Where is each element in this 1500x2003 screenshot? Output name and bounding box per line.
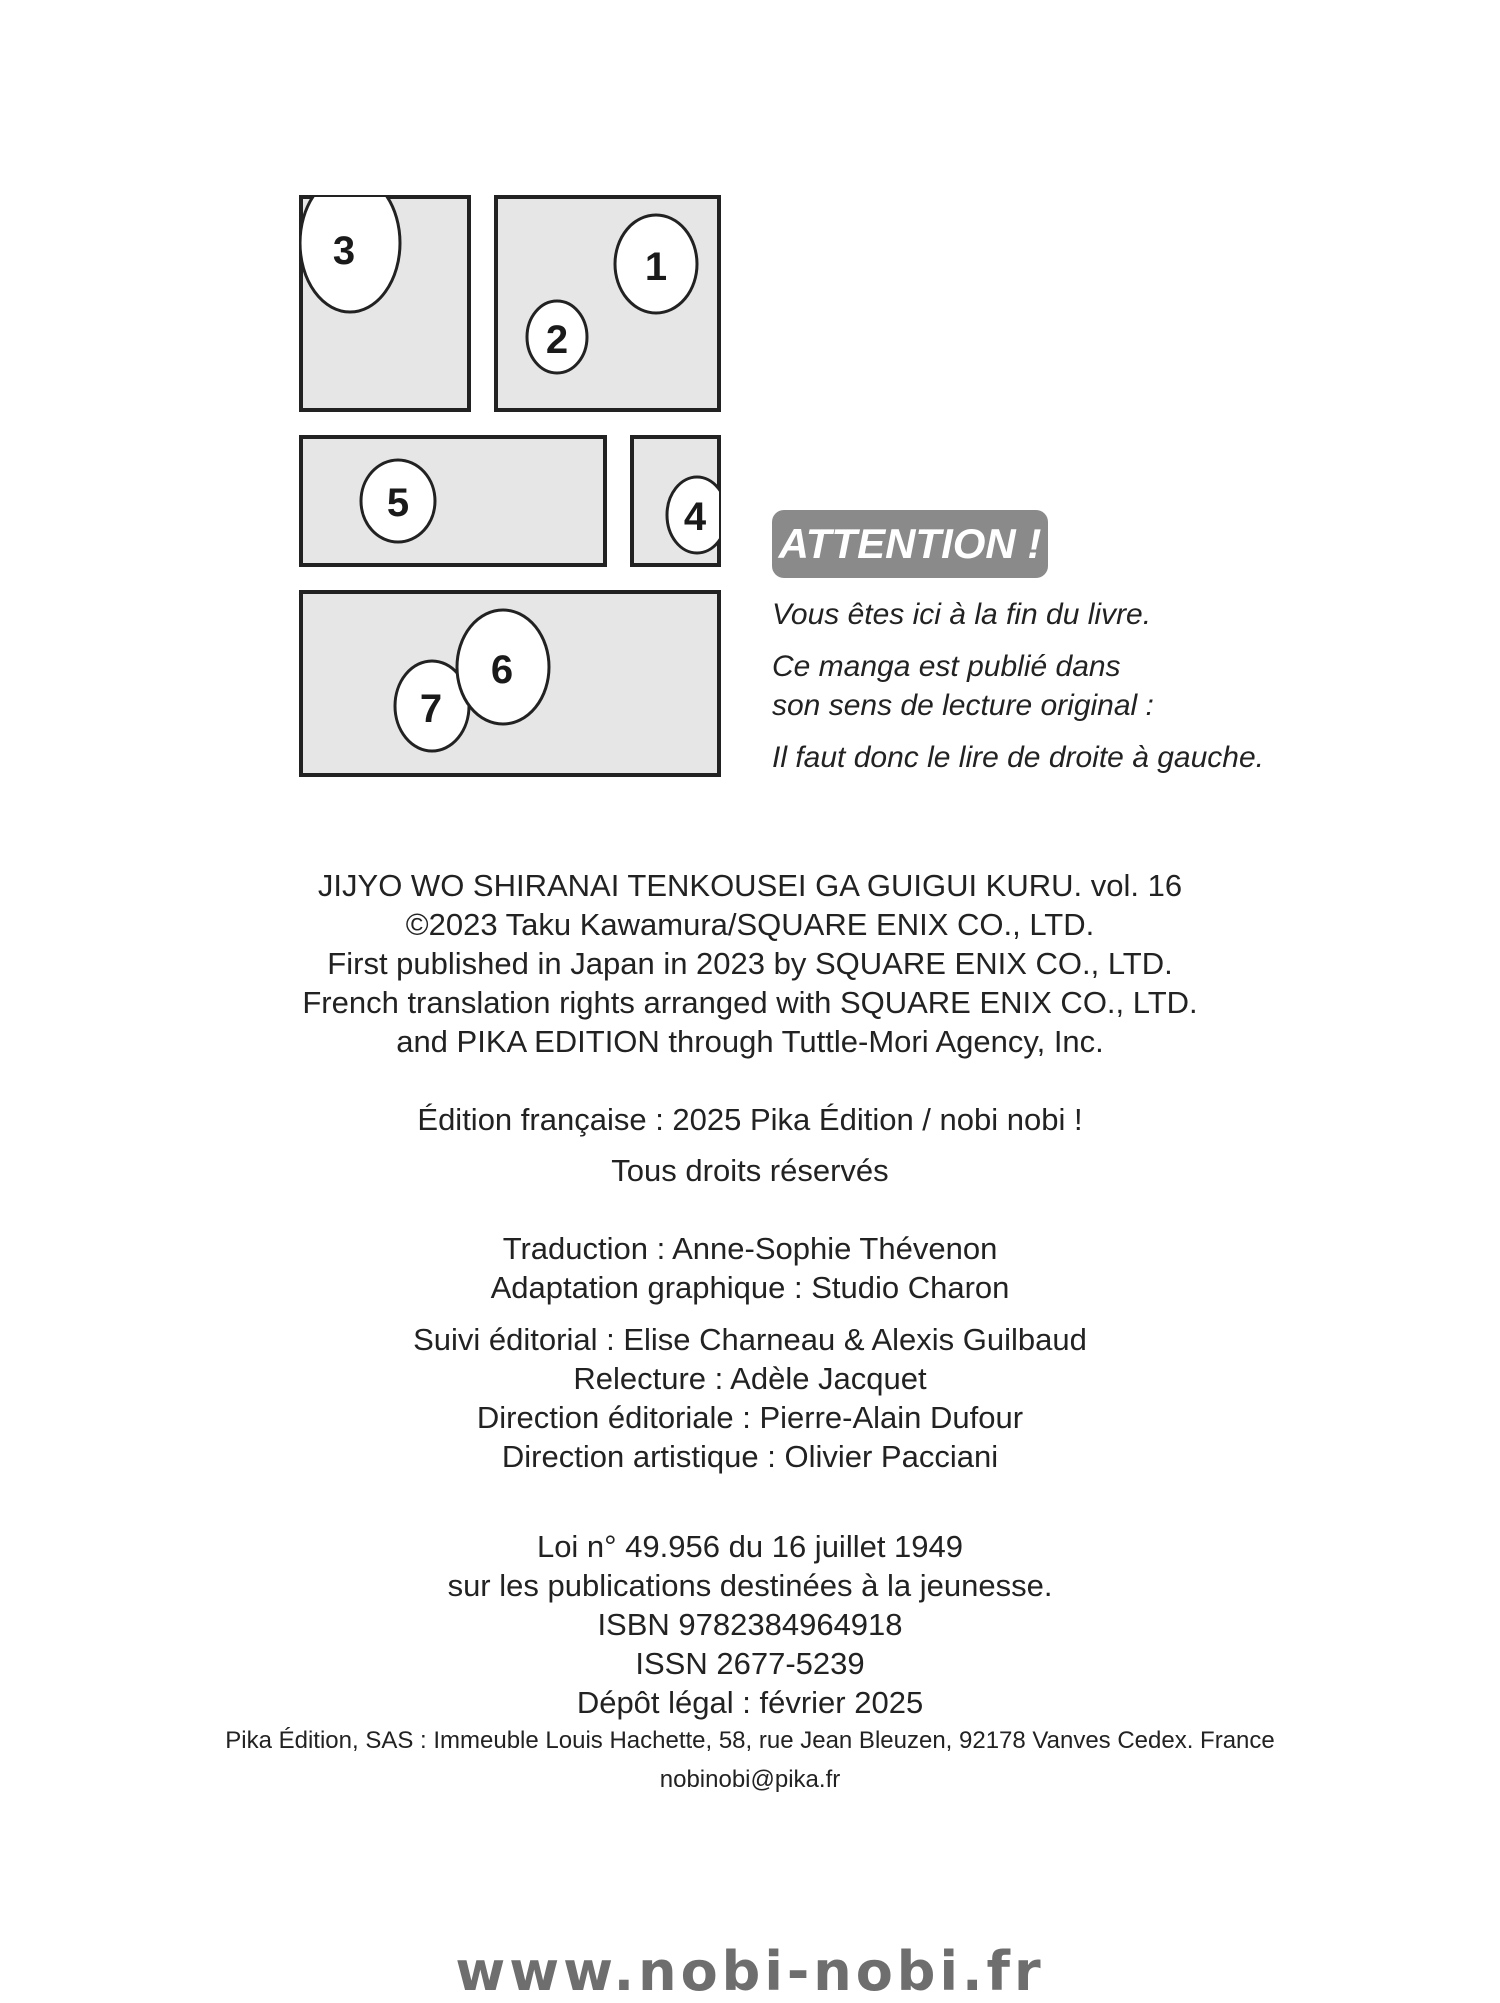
attention-line: Vous êtes ici à la fin du livre. [772, 598, 1152, 631]
panel-number-7: 7 [419, 687, 443, 731]
copyright-line: First published in Japan in 2023 by SQUARE ENIX CO., LTD. [327, 946, 1173, 981]
attention-line: son sens de lecture original : [772, 689, 1154, 722]
copyright-line: French translation rights arranged with SQUARE ENIX CO., LTD. [302, 985, 1198, 1020]
staff-line: Suivi éditorial : Elise Charneau & Alexis Guilbaud [413, 1322, 1087, 1357]
attention-title: ATTENTION ! [778, 520, 1042, 567]
panel-bottom [301, 592, 719, 775]
attention-line: Ce manga est publié dans [772, 650, 1121, 683]
copyright-line: ©2023 Taku Kawamura/SQUARE ENIX CO., LTD. [405, 907, 1095, 942]
legal-deposit: Dépôt légal : février 2025 [576, 1685, 924, 1720]
edition-line: Édition française : 2025 Pika Édition / nobi nobi ! [417, 1102, 1083, 1137]
legal-line: sur les publications destinées à la jeunesse. [447, 1568, 1053, 1603]
website-url: www.nobi-nobi.fr [455, 1940, 1045, 2003]
staff-line: Traduction : Anne-Sophie Thévenon [502, 1231, 998, 1266]
attention-line: Il faut donc le lire de droite à gauche. [772, 741, 1264, 774]
panel-number-5: 5 [386, 481, 410, 525]
legal-line: Loi n° 49.956 du 16 juillet 1949 [536, 1529, 964, 1564]
panel-top-right [496, 197, 719, 410]
reading-order-diagram [0, 0, 1500, 800]
staff-line: Relecture : Adèle Jacquet [573, 1361, 927, 1396]
contact-email: nobinobi@pika.fr [659, 1766, 841, 1793]
isbn: ISBN 9782384964918 [597, 1607, 903, 1642]
panel-top-left [300, 174, 469, 410]
rights-line: Tous droits réservés [611, 1153, 889, 1188]
attention-badge [772, 510, 1048, 578]
issn: ISSN 2677-5239 [635, 1646, 865, 1681]
staff-line: Direction éditoriale : Pierre-Alain Dufour [476, 1400, 1024, 1435]
staff-line: Direction artistique : Olivier Pacciani [501, 1439, 999, 1474]
staff-line: Adaptation graphique : Studio Charon [490, 1270, 1010, 1305]
panel-middle-right [632, 437, 727, 565]
copyright-line: JIJYO WO SHIRANAI TENKOUSEI GA GUIGUI KURU. vol. 16 [317, 868, 1183, 903]
panel-number-1: 1 [644, 245, 668, 289]
panel-number-6: 6 [490, 648, 514, 692]
publisher-address: Pika Édition, SAS : Immeuble Louis Hachette, 58, rue Jean Bleuzen, 92178 Vanves Cedex. France [225, 1727, 1275, 1754]
panel-number-3: 3 [332, 229, 356, 273]
panel-number-4: 4 [683, 495, 707, 539]
copyright-line: and PIKA EDITION through Tuttle-Mori Agency, Inc. [396, 1024, 1104, 1059]
panel-number-2: 2 [545, 318, 569, 362]
panel-middle-left [301, 437, 605, 565]
